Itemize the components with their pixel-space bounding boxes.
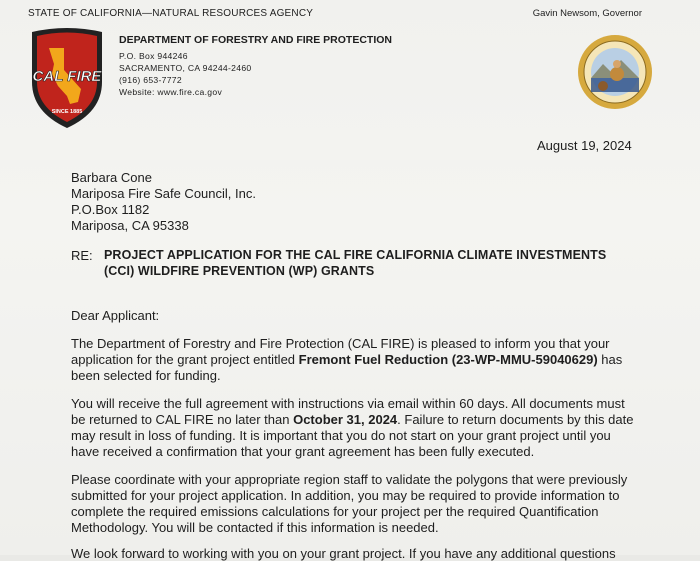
recipient-line: P.O.Box 1182 bbox=[71, 202, 150, 217]
paragraph-line: Please coordinate with your appropriate region staff to validate the polygons that were previously bbox=[71, 472, 628, 487]
cal-fire-logo-icon bbox=[26, 26, 108, 130]
paragraph-line: You will receive the full agreement with instructions via email within 60 days. All documents must bbox=[71, 396, 625, 411]
paragraph-line: application for the grant project entitled Fremont Fuel Reduction (23-WP-MMU-59040629) has bbox=[71, 352, 623, 367]
paragraph-line: The Department of Forestry and Fire Protection (CAL FIRE) is pleased to inform you that your bbox=[71, 336, 610, 351]
website-line: Website: www.fire.ca.gov bbox=[119, 87, 223, 97]
paragraph-line: may result in loss of funding. It is important that you do not start on your grant project until you bbox=[71, 428, 611, 443]
deadline-date: October 31, 2024 bbox=[293, 412, 398, 427]
recipient-line: Barbara Cone bbox=[71, 170, 152, 185]
recipient-line: Mariposa, CA 95338 bbox=[71, 218, 189, 233]
paragraph-line: We look forward to working with you on your grant project. If you have any additional questions bbox=[71, 546, 616, 561]
address-line: SACRAMENTO, CA 94244-2460 bbox=[119, 63, 252, 73]
california-seal-icon bbox=[577, 34, 653, 110]
project-title: Fremont Fuel Reduction (23-WP-MMU-59040629) bbox=[298, 352, 598, 367]
paragraph-line: complete the required emissions calculations for your project per the required Quantification bbox=[71, 504, 599, 519]
paragraph-line: Methodology. You will be contacted if this information is needed. bbox=[71, 520, 439, 535]
paragraph-line: been selected for funding. bbox=[71, 368, 221, 383]
paragraph-line: be returned to CAL FIRE no later than October 31, 2024. Failure to return documents by this date bbox=[71, 412, 634, 427]
letter-date: August 19, 2024 bbox=[537, 138, 632, 153]
subject-line: PROJECT APPLICATION FOR THE CAL FIRE CALIFORNIA CLIMATE INVESTMENTS bbox=[104, 248, 607, 262]
subject-line: (CCI) WILDFIRE PREVENTION (WP) GRANTS bbox=[104, 264, 375, 278]
re-label: RE: bbox=[71, 248, 93, 263]
paragraph-line: have received a confirmation that your grant agreement has been fully executed. bbox=[71, 444, 535, 459]
agency-header: STATE OF CALIFORNIA—NATURAL RESOURCES AGENCY bbox=[28, 8, 314, 19]
address-line: (916) 653-7772 bbox=[119, 75, 182, 85]
governor-name: Gavin Newsom, Governor bbox=[532, 8, 642, 19]
svg-text:CAL FIRE: CAL FIRE bbox=[32, 68, 102, 85]
svg-text:SINCE 1885: SINCE 1885 bbox=[51, 109, 83, 115]
address-line: P.O. Box 944246 bbox=[119, 51, 188, 61]
department-name: DEPARTMENT OF FORESTRY AND FIRE PROTECTION bbox=[119, 34, 393, 46]
paragraph-line: submitted for your project application. In addition, you may be required to provide information to bbox=[71, 488, 620, 503]
salutation: Dear Applicant: bbox=[71, 308, 160, 323]
recipient-line: Mariposa Fire Safe Council, Inc. bbox=[71, 186, 256, 201]
